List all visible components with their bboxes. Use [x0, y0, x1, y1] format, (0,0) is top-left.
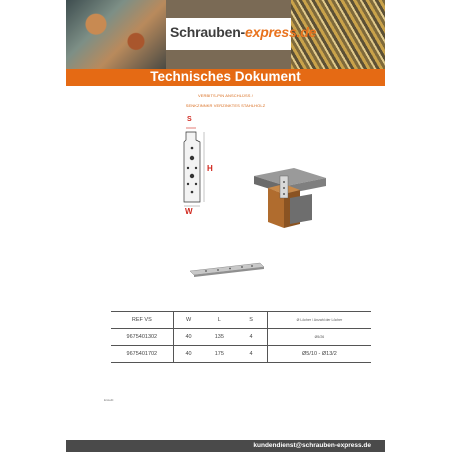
- table-cell: 40: [173, 346, 203, 363]
- table-row: [111, 346, 371, 363]
- document-page: [66, 0, 385, 452]
- brand-main: Schrauben-: [170, 24, 246, 40]
- dimension-h-label: H: [207, 164, 213, 173]
- table-cell: 4: [235, 346, 267, 363]
- brand-accent: express.de: [245, 24, 317, 40]
- table-cell: 9675401702: [111, 346, 173, 363]
- support-email[interactable]: kundendienst@schrauben-express.de: [253, 442, 371, 449]
- table-cell: 40: [173, 329, 203, 346]
- table-header-cell: S: [235, 312, 267, 329]
- dimension-s-label: S: [187, 116, 192, 123]
- plate-perspective: [186, 259, 266, 279]
- brand-logo: [170, 24, 316, 40]
- dimension-w-label: W: [185, 207, 193, 216]
- tools-photo: [66, 0, 166, 69]
- table-cell: 175: [203, 346, 235, 363]
- page-title: Technisches Dokument: [150, 69, 301, 84]
- table-header-cell: Ø Löcher / Anzahl der Löcher: [267, 312, 371, 329]
- installation-illustration: [254, 164, 326, 228]
- table-header-row: [111, 312, 371, 329]
- table-cell: 135: [203, 329, 235, 346]
- product-line-1: VERBITS-PIN ANSCHLÜSS /: [198, 93, 253, 98]
- specification-table: [111, 311, 371, 363]
- creation-stamp: Erstellt:: [104, 398, 115, 402]
- table-cell: 9675401302: [111, 329, 173, 346]
- table-cell: 4: [235, 329, 267, 346]
- table-cell: Ø5/26: [267, 329, 371, 346]
- table-row: [111, 329, 371, 346]
- table-header-cell: L: [203, 312, 235, 329]
- table-header-cell: W: [173, 312, 203, 329]
- table-header-cell: REF VS: [111, 312, 173, 329]
- product-line-2: SENKZINNKR VERZINKTES STAHLHOLZ: [185, 103, 266, 108]
- header-banner: [66, 0, 385, 69]
- table-cell: Ø5/10 - Ø13/2: [267, 346, 371, 363]
